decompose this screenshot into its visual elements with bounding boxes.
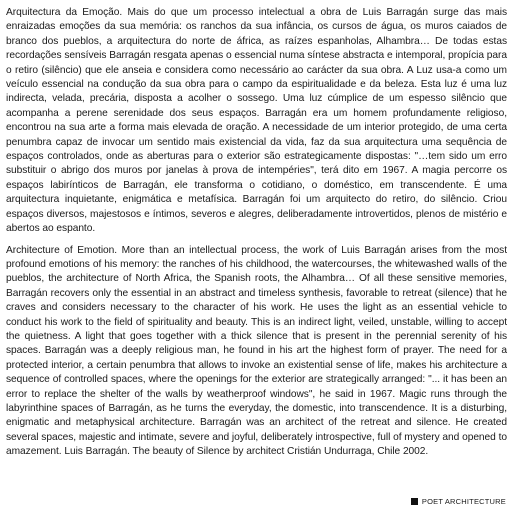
english-paragraph: Architecture of Emotion. More than an intellectual process, the work of Luis Barragán arises from the most profound emotions of his memory: the ranches of his childhood, the watercourses, the whitewashed walls of the pueblos, the architecture of North Africa, the Spanish roots, the Alhambra… Of all these sensitive memories, Barragán recovers only the essential in an abstract and timeless synthesis, favorable to retreat (silence) that he craves and considers necessary to the character of his work. He uses the light as an essential vehicle to conduct his work to the field of spirituality and beauty. This is an indirect light, veiled, unstable, willing to accept the quietness. A light that goes together with a thick silence that is present in the perennial serenity of his spaces. Barragán was a deeply religious man, he found in his art the highest form of prayer. The need for a protected interior, a certain penumbra that allows to invoke an existential sense of life, makes his architecture a sequence of controlled spaces, where the openings for the exterior are strategically arranged: "... it has been an error to replace the shelter of the walls by weatherproof windows", he said in 1967. Magic runs through the labyrinthine spaces of Barragán, as he turns the everyday, the domestic, into transcendence. It is a disturbing, enigmatic and metaphysical architecture. Barragán was an architect of the retreat and silence. He created several spaces, majestic and intimate, severe and joyful, deliberately introspective, full of mystery and opened to amazement. Luis Barragán. The beauty of Silence by architect Cristián Undurraga, Chile 2002.: [6, 244, 507, 458]
square-bullet-icon: [411, 498, 418, 505]
portuguese-paragraph: Arquitectura da Emoção. Mais do que um processo intelectual a obra de Luis Barragán surge das mais enraizadas emoções da sua memória: os ranchos da sua infância, os cursos de água, os muros caiados de branco dos pueblos, a arquitectura do norte de áfrica, as raízes espanholas, Alhambra… De todas estas recordações sensíveis Barragán resgata apenas o essencial numa síntese abstracta e intemporal, propícia para o retiro (silêncio) que ele anseia e considera como necessário ao carácter da sua obra. A Luz usa-a como um veículo essencial na condução da sua obra para o campo da espiritualidade e da beleza. Esta luz é uma luz indirecta, velada, precária, disposta a acolher o sossego. Uma luz cúmplice de um espesso silêncio que acompanha a perene serenidade dos seus espaços. Barragán era um homem profundamente religioso, encontrou na sua arte a forma mais elevada de oração. A necessidade de um interior protegido, de uma certa penumbra capaz de invocar um sentido mais existencial da vida, faz da sua arquitectura uma sequência de espaços controlados, onde as aberturas para o exterior são estrategicamente dispostas: "…tem sido um erro substituir o abrigo dos muros por janelas à prova de intempéries", terá dito em 1967. A magia percorre os espaços labirínticos de Barragán, ele transforma o cotidiano, o doméstico, em transcendente. É uma arquitectura inquietante, enigmática e metafísica. Barragán foi um arquitecto do retiro, do silêncio. Criou espaços diversos, majestosos e íntimos, severos e alegres, deliberadamente introvertidos, plenos de mistério e abertos ao espanto.: [6, 7, 507, 235]
footer-label: [411, 497, 506, 506]
footer-text: POET ARCHITECTURE: [421, 497, 506, 506]
